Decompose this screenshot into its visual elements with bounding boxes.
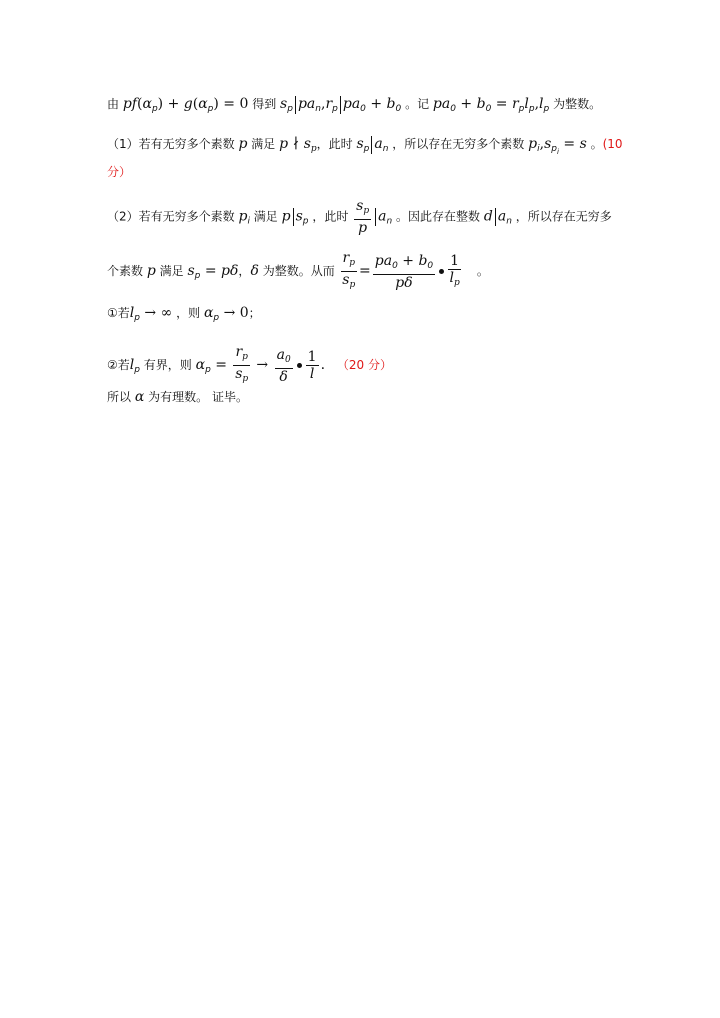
text: ，此时	[312, 209, 349, 224]
text: ，所以存在无穷多	[515, 209, 612, 224]
text: ；	[248, 306, 261, 320]
text: （1）若有无穷多个素数	[107, 137, 235, 151]
text: 满足	[253, 209, 278, 224]
text: 满足	[251, 137, 276, 151]
proof-line-8: 所以 α 为有理数。 证毕。	[107, 389, 248, 405]
text: 为有理数。 证毕。	[148, 390, 248, 404]
proof-line-5: 个素数 p 满足 $s_p = p\delta$，δ 为整数。从而 $\frac{r_p}{s_p}$ = $\frac{pa_0 + b_0}{p\delta}$ $\frac{1}{l_p}$ 。	[107, 250, 489, 291]
proof-line-6: ①若$l_p$ → ∞ ，则 $\alpha_p \to 0$；	[107, 305, 261, 323]
proof-line-4: （2）若有无穷多个素数 $p_i$ 满足 p $s_p$ ，此时 $\frac{s_p}{p}$ $a_n$ 。因此存在整数 d $a_n$ ，所以存在无穷多	[107, 198, 612, 236]
text: 所以	[107, 390, 132, 404]
text: 有界，则	[143, 358, 192, 372]
text: 为整数。	[553, 97, 602, 111]
text: ，此时	[316, 137, 353, 151]
text: 。因此存在整数	[396, 209, 481, 224]
proof-line-2: （1）若有无穷多个素数 p 满足 p ∤ $s_p$，此时 $s_p$ $a_n$ ，所以存在无穷多个素数 $p_i,s_{p_i} = s$ 。(10	[107, 136, 623, 156]
formula-fg: pf	[122, 96, 137, 112]
text: ①若	[107, 306, 130, 320]
text: 。	[476, 264, 489, 278]
text: （2）若有无穷多个素数	[107, 209, 235, 224]
text: 。记	[405, 97, 430, 111]
text: 个素数	[107, 264, 144, 278]
score-note: 分）	[107, 165, 132, 179]
score-note: （20 分）	[336, 358, 392, 372]
text: 满足	[159, 264, 184, 278]
text: ，	[238, 264, 251, 278]
text: 由	[107, 97, 120, 111]
text: 得到	[252, 97, 277, 111]
text: 。	[590, 137, 603, 151]
text: ②若	[107, 358, 130, 372]
text: 为整数。从而	[262, 264, 335, 278]
text: ，则	[176, 306, 201, 320]
proof-line-3	[107, 162, 131, 182]
proof-line-1: 由 $pf(\alpha_p) + g(\alpha_p) = 0$ 得到 $s_p$ $pa_n,r_p$ $pa_0 + b_0$ 。记 $pa_0 + b_0 = r_pl_p,l_p$ 为整数。	[107, 96, 602, 114]
score-note: (10	[602, 137, 623, 151]
text: ，所以存在无穷多个素数	[392, 137, 525, 151]
proof-line-7: ②若$l_p$ 有界，则 $\alpha_p$ = $\frac{r_p}{s_p}$ → $\frac{a_0}{\delta}$ $\frac{1}{l}$ . （20 分）	[107, 344, 392, 385]
